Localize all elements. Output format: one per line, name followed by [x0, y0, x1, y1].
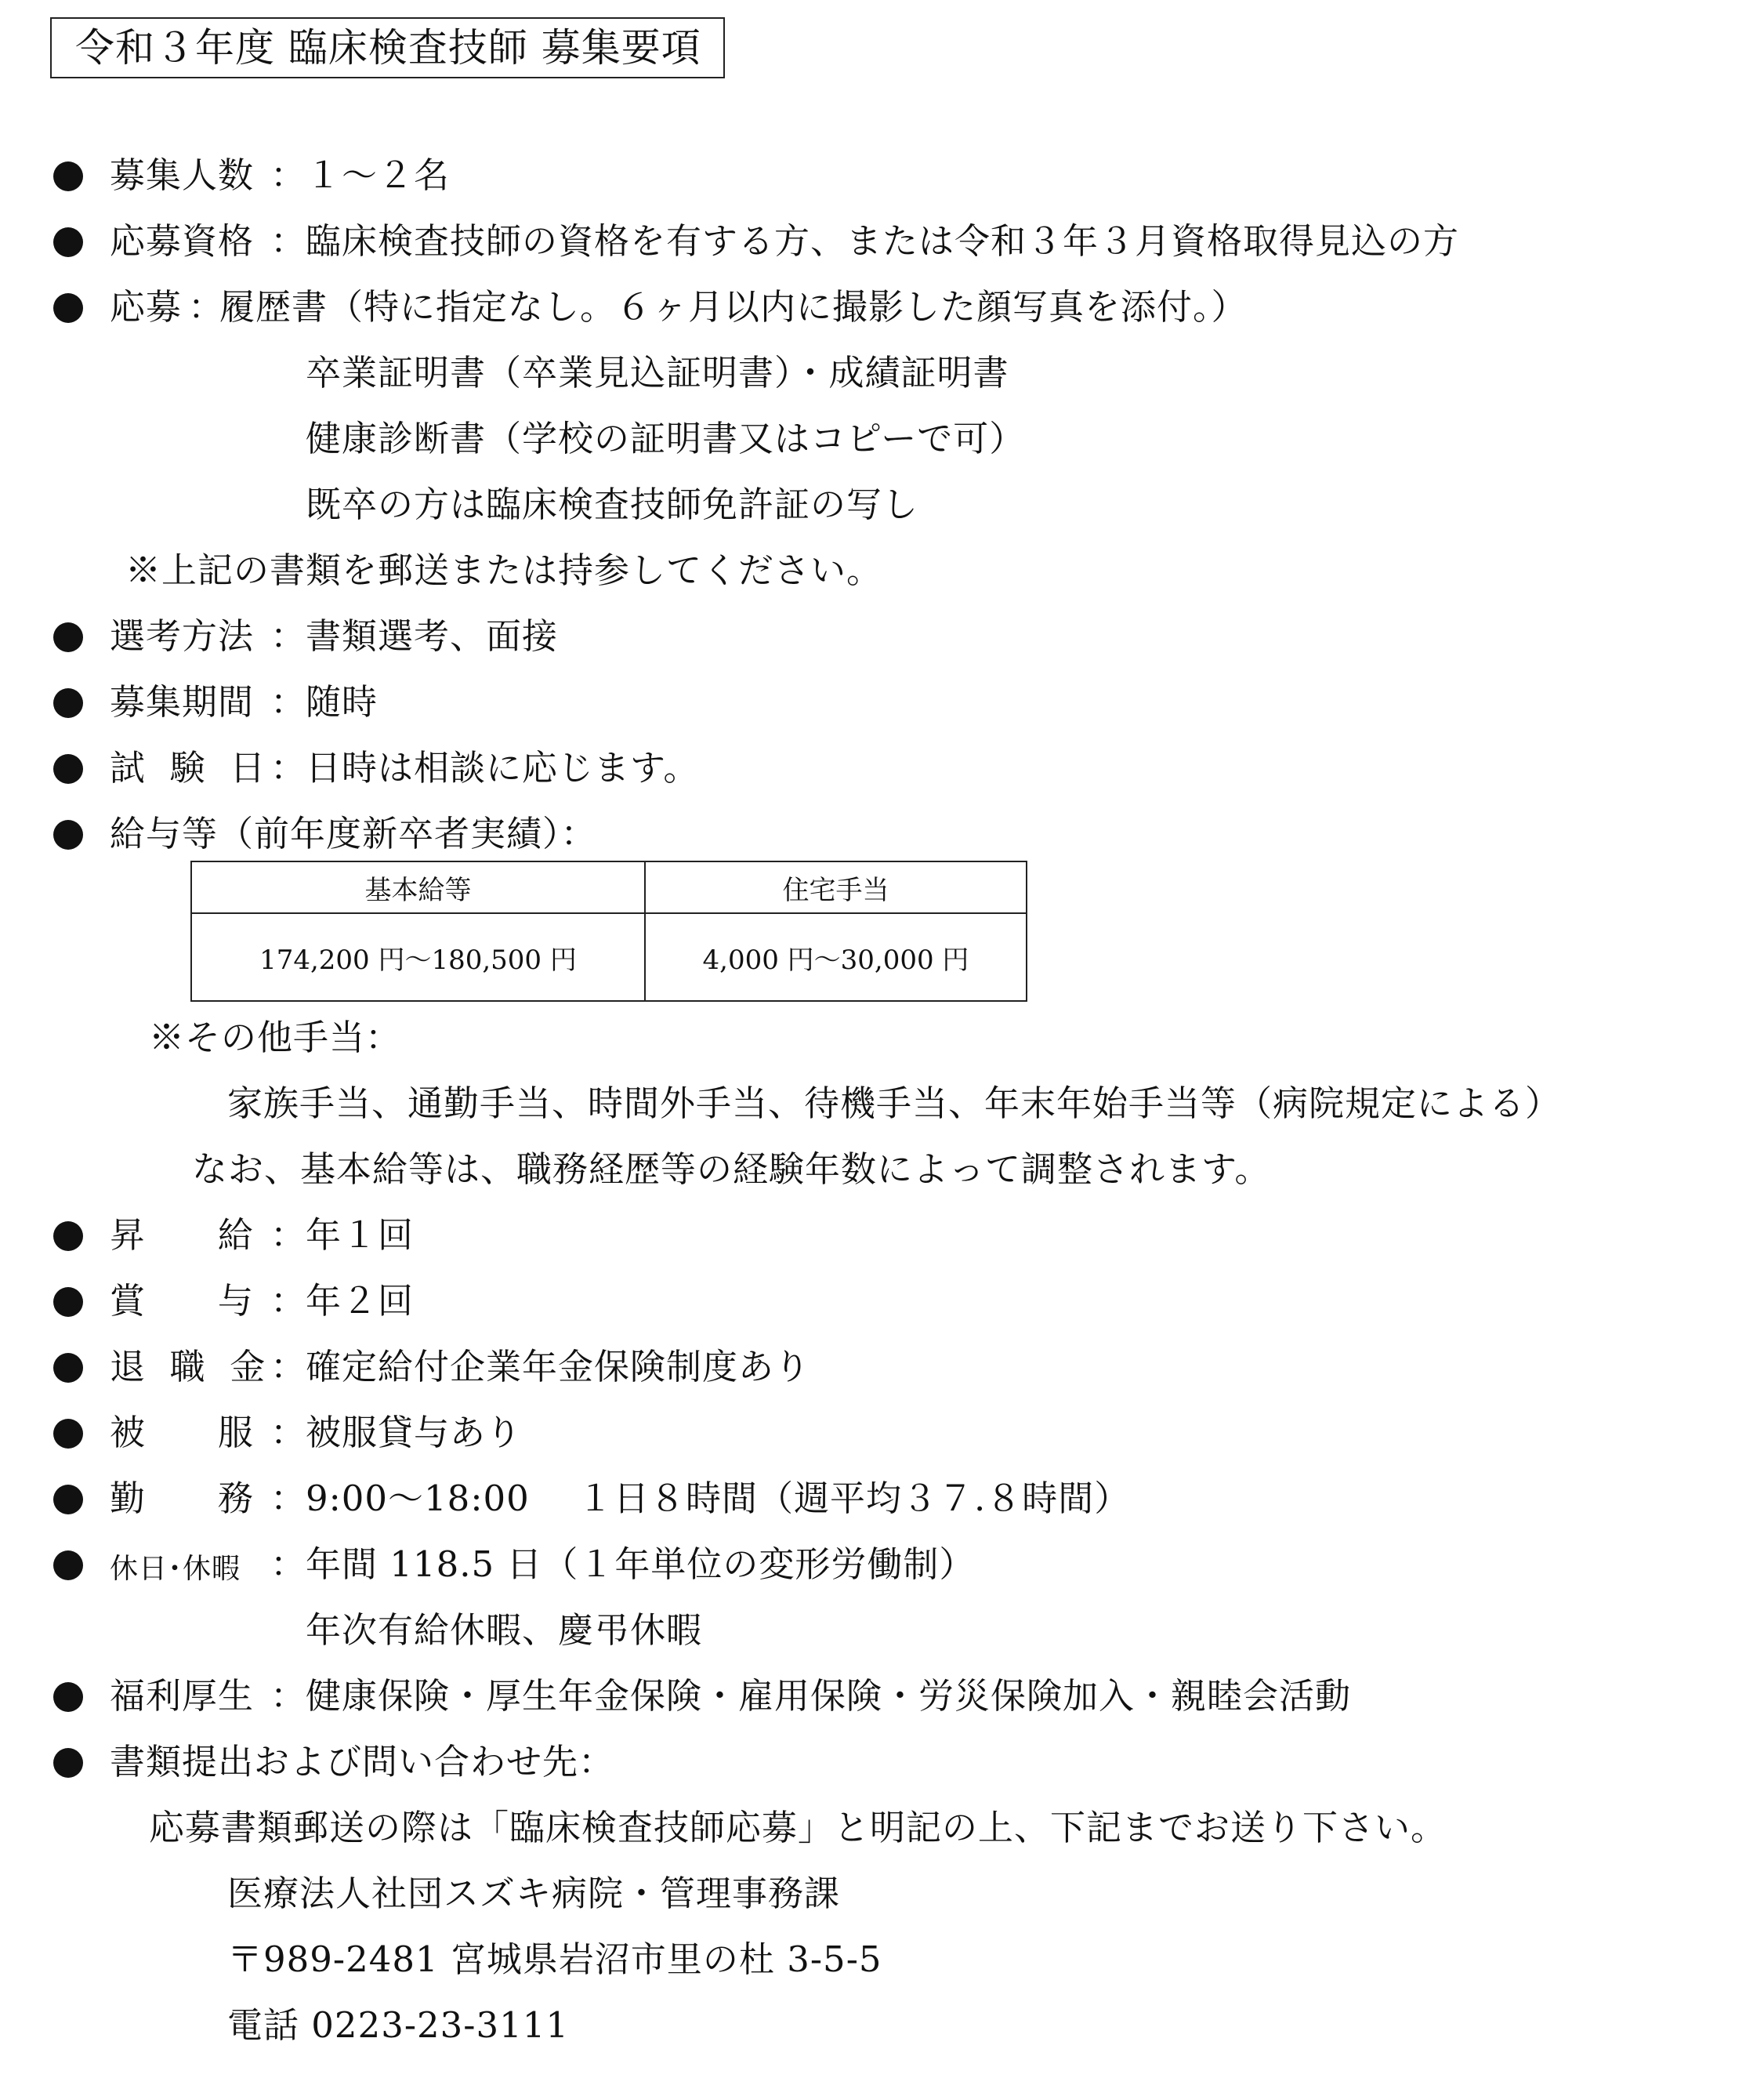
note-text: ※上記の書類を郵送または持参してください。: [125, 549, 883, 591]
phone-text: 電話 0223-23-3111: [227, 2004, 570, 2046]
bullet-icon: [53, 161, 83, 191]
colon: ：: [270, 1280, 307, 1322]
colon: ：: [188, 286, 225, 328]
item-label: 選考方法: [110, 615, 255, 657]
note-text: なお、基本給等は、職務経歴等の経験年数によって調整されます。: [192, 1148, 1271, 1190]
colon: ：: [270, 747, 307, 789]
item-label: 募集期間: [110, 681, 255, 723]
organization-name: 医療法人社団スズキ病院・管理事務課: [227, 1873, 841, 1914]
item-value: 被服貸与あり: [306, 1412, 523, 1453]
colon: ：: [270, 1675, 307, 1717]
bullet-icon: [53, 1485, 83, 1514]
colon: ：: [270, 1478, 307, 1519]
address-text: 〒989-2481 宮城県岩沼市里の杜 3-5-5: [227, 1938, 882, 1980]
bullet-icon: [53, 1353, 83, 1383]
bullet-icon: [53, 1419, 83, 1449]
item-value: 健康保険・厚生年金保険・雇用保険・労災保険加入・親睦会活動: [306, 1675, 1352, 1717]
item-label: 退 職 金: [110, 1346, 266, 1387]
table-header-row: [191, 861, 1027, 913]
note-text: 応募書類郵送の際は「臨床検査技師応募」と明記の上、下記までお送り下さい。: [149, 1807, 1447, 1848]
page-title: 令和３年度 臨床検査技師 募集要項: [50, 17, 725, 78]
item-value: 年次有給休暇、慶弔休暇: [306, 1609, 703, 1651]
table-cell: 4,000 円～30,000 円: [645, 913, 1027, 1001]
table-row: [191, 913, 1027, 1001]
bullet-icon: [53, 1221, 83, 1251]
item-value: 9:00～18:00 １日８時間（週平均３７.８時間）: [306, 1478, 1131, 1519]
bullet-icon: [53, 293, 83, 323]
bullet-icon: [53, 820, 83, 850]
item-label: 試 験 日: [110, 747, 266, 789]
colon: ：: [270, 1214, 307, 1256]
colon: ：: [270, 220, 307, 262]
item-label: 勤 務: [110, 1478, 254, 1519]
note-text: 家族手当、通勤手当、時間外手当、待機手当、年末年始手当等（病院規定による）: [227, 1083, 1562, 1124]
bullet-icon: [53, 227, 83, 257]
table-header-cell: 住宅手当: [645, 861, 1027, 913]
item-value: 年２回: [306, 1280, 415, 1322]
colon: ：: [270, 1543, 307, 1585]
colon: ：: [270, 1412, 307, 1453]
salary-table: [190, 861, 1027, 1002]
bullet-icon: [53, 1287, 83, 1317]
colon: ：: [270, 681, 307, 723]
item-value: 年間 118.5 日（１年単位の変形労働制）: [306, 1543, 976, 1585]
item-label: 被 服: [110, 1412, 254, 1453]
bullet-icon: [53, 1550, 83, 1580]
doc-item: 健康診断書（学校の証明書又はコピーで可）: [306, 418, 1026, 459]
item-label: 福利厚生: [110, 1675, 255, 1717]
note-text: ※その他手当：: [149, 1017, 402, 1058]
item-label: 書類提出および問い合わせ先：: [110, 1741, 615, 1782]
doc-item: 既卒の方は臨床検査技師免許証の写し: [306, 484, 919, 525]
item-value: 随時: [306, 681, 379, 723]
bullet-icon: [53, 1748, 83, 1778]
item-value: 履歴書（特に指定なし。６ヶ月以内に撮影した顔写真を添付。）: [219, 286, 1248, 328]
table-header-cell: 基本給等: [191, 861, 645, 913]
doc-item: 卒業証明書（卒業見込証明書）・成績証明書: [306, 352, 1009, 393]
item-label: 募集人数: [110, 154, 255, 196]
item-label: 給与等（前年度新卒者実績）：: [110, 813, 597, 854]
item-label: 昇 給: [110, 1214, 254, 1256]
item-value: 年１回: [306, 1214, 415, 1256]
item-label: 応募: [110, 286, 183, 328]
item-value: 日時は相談に応じます。: [306, 747, 700, 789]
bullet-icon: [53, 622, 83, 652]
colon: ：: [270, 615, 307, 657]
item-label: 休日･休暇: [110, 1553, 241, 1585]
item-label: 応募資格: [110, 220, 255, 262]
item-value: 書類選考、面接: [306, 615, 559, 657]
colon: ：: [270, 1346, 307, 1387]
item-label: 賞 与: [110, 1280, 254, 1322]
item-value: １～２名: [306, 154, 451, 196]
bullet-icon: [53, 688, 83, 718]
table-cell: 174,200 円～180,500 円: [191, 913, 645, 1001]
bullet-icon: [53, 1682, 83, 1712]
item-value: 確定給付企業年金保険制度あり: [306, 1346, 811, 1387]
colon: ：: [270, 154, 307, 196]
item-value: 臨床検査技師の資格を有する方、または令和３年３月資格取得見込の方: [306, 220, 1460, 262]
bullet-icon: [53, 754, 83, 784]
